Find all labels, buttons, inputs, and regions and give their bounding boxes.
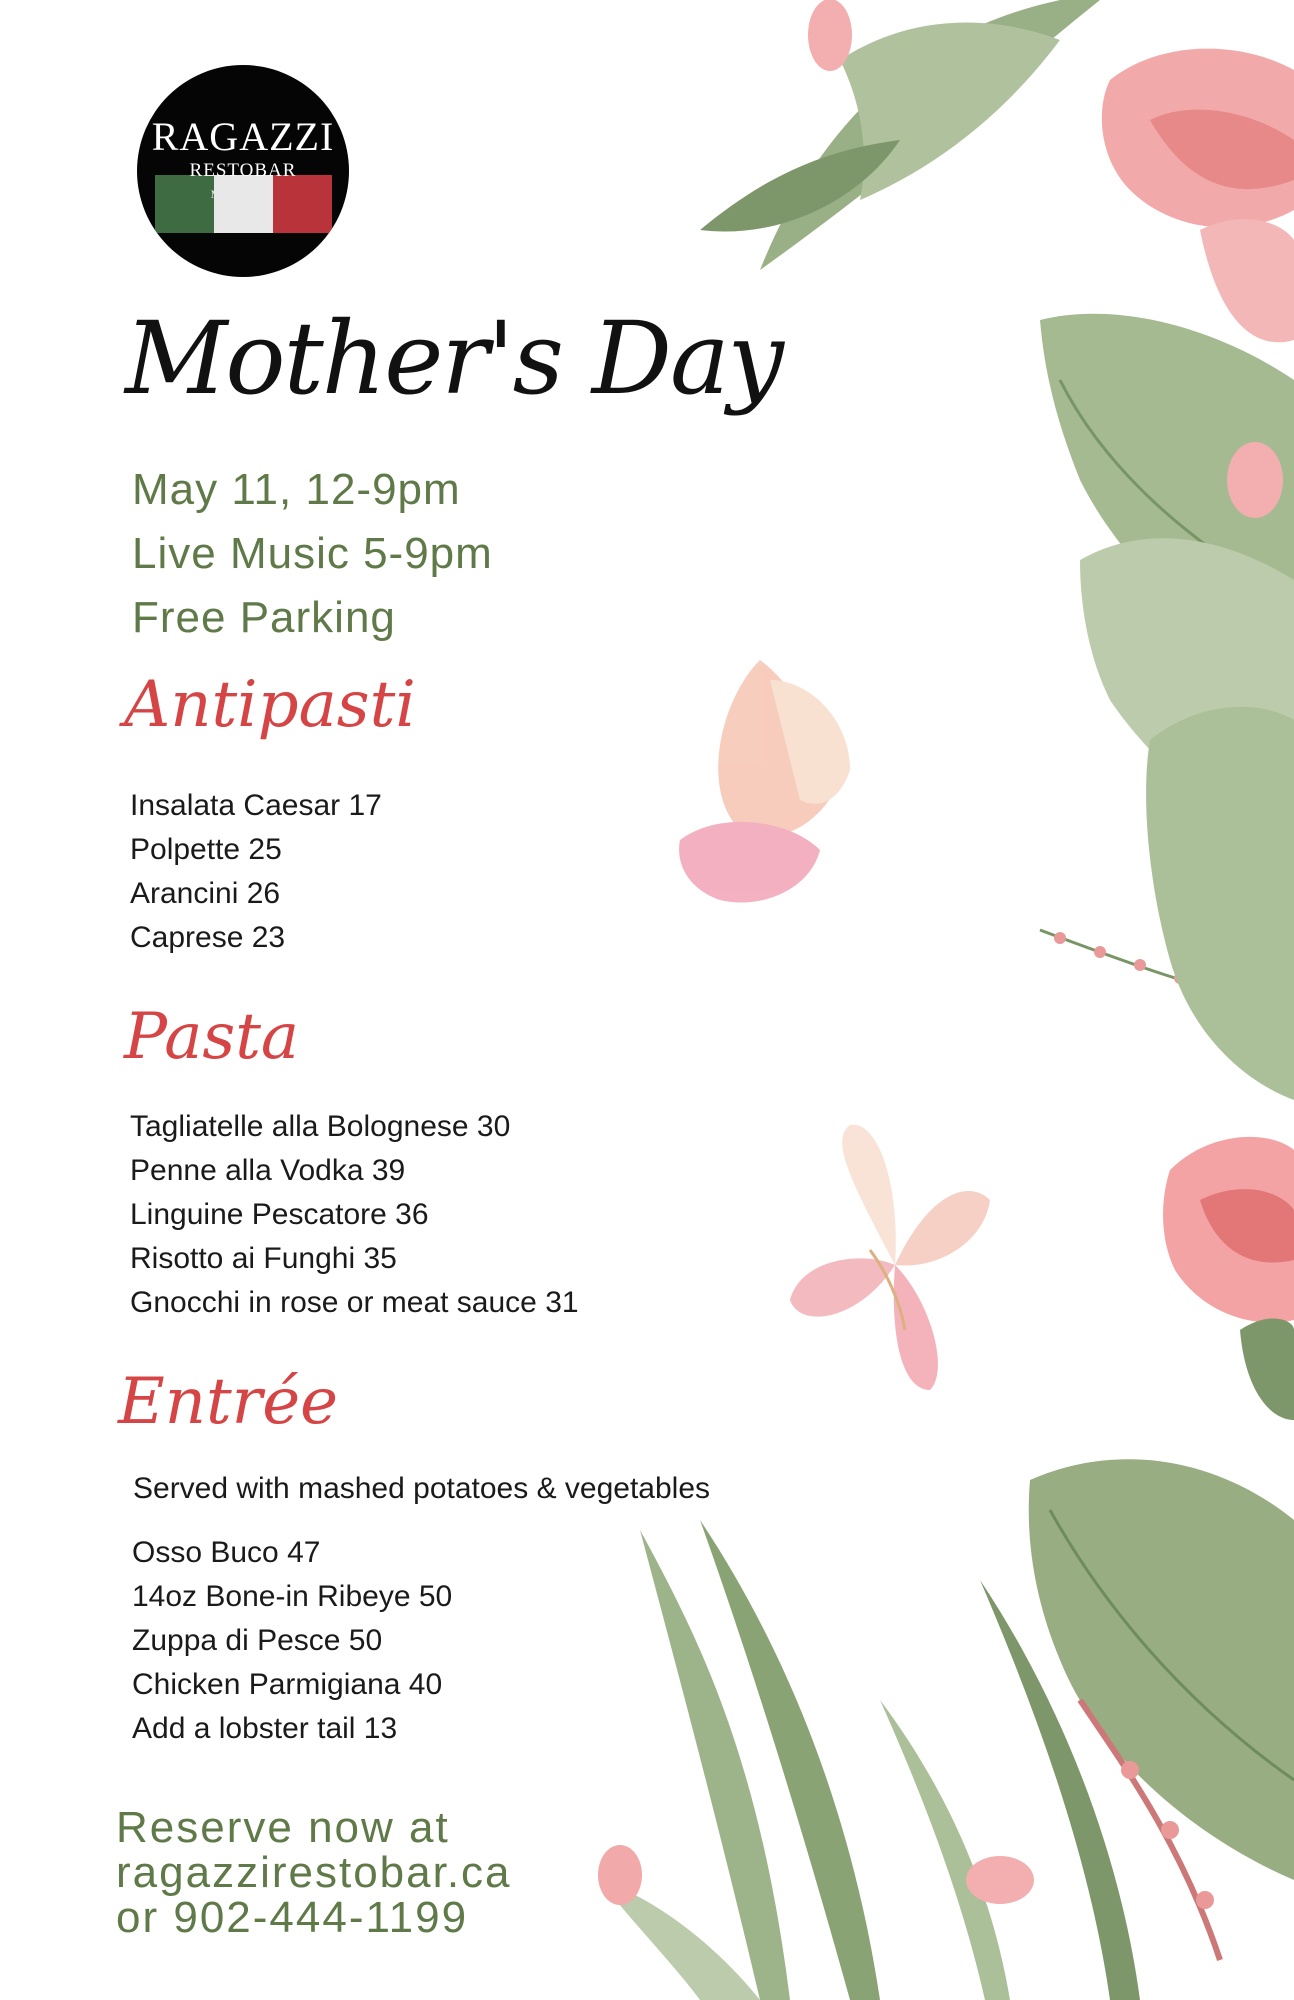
event-parking: Free Parking — [132, 593, 396, 642]
antipasti-list — [130, 784, 382, 960]
butterfly-upper — [679, 660, 850, 903]
entree-note: Served with mashed potatoes & vegetables — [133, 1472, 711, 1505]
entree-list — [132, 1531, 452, 1751]
menu-item: Add a lobster tail 13 — [132, 1712, 398, 1745]
menu-item: Chicken Parmigiana 40 — [132, 1668, 443, 1701]
section-heading-antipasti: Antipasti — [124, 668, 416, 742]
event-date: May 11, 12-9pm — [132, 465, 461, 514]
section-heading-pasta: Pasta — [124, 1000, 300, 1074]
logo-name: RAGAZZI — [151, 114, 335, 159]
menu-item: 14oz Bone-in Ribeye 50 — [132, 1580, 453, 1613]
website-text: ragazzirestobar.ca — [116, 1848, 512, 1897]
event-info — [132, 458, 493, 650]
menu-item: Tagliatelle alla Bolognese 30 — [130, 1110, 511, 1143]
menu-item: Penne alla Vodka 39 — [130, 1154, 406, 1187]
menu-item: Risotto ai Funghi 35 — [130, 1242, 397, 1275]
phone-text: or 902-444-1199 — [116, 1893, 469, 1942]
section-heading-entree: Entrée — [118, 1365, 338, 1439]
logo-year: MMXXII — [210, 187, 276, 201]
menu-item: Osso Buco 47 — [132, 1536, 321, 1569]
menu-item: Polpette 25 — [130, 833, 282, 866]
event-music: Live Music 5-9pm — [132, 529, 493, 578]
menu-item: Zuppa di Pesce 50 — [132, 1624, 383, 1657]
italian-flag-stripes — [155, 175, 331, 233]
restaurant-logo — [137, 65, 349, 277]
menu-item: Arancini 26 — [130, 877, 281, 910]
menu-item: Insalata Caesar 17 — [130, 789, 382, 822]
menu-item: Linguine Pescatore 36 — [130, 1198, 429, 1231]
butterfly-lower — [790, 1125, 990, 1390]
reservation-info — [116, 1805, 512, 1940]
logo-subtitle: RESTOBAR — [189, 160, 297, 181]
pasta-list — [130, 1105, 579, 1325]
page-title: Mother's Day — [125, 300, 783, 417]
menu-item: Caprese 23 — [130, 921, 286, 954]
menu-item: Gnocchi in rose or meat sauce 31 — [130, 1286, 579, 1319]
reserve-line: Reserve now at — [116, 1803, 450, 1852]
